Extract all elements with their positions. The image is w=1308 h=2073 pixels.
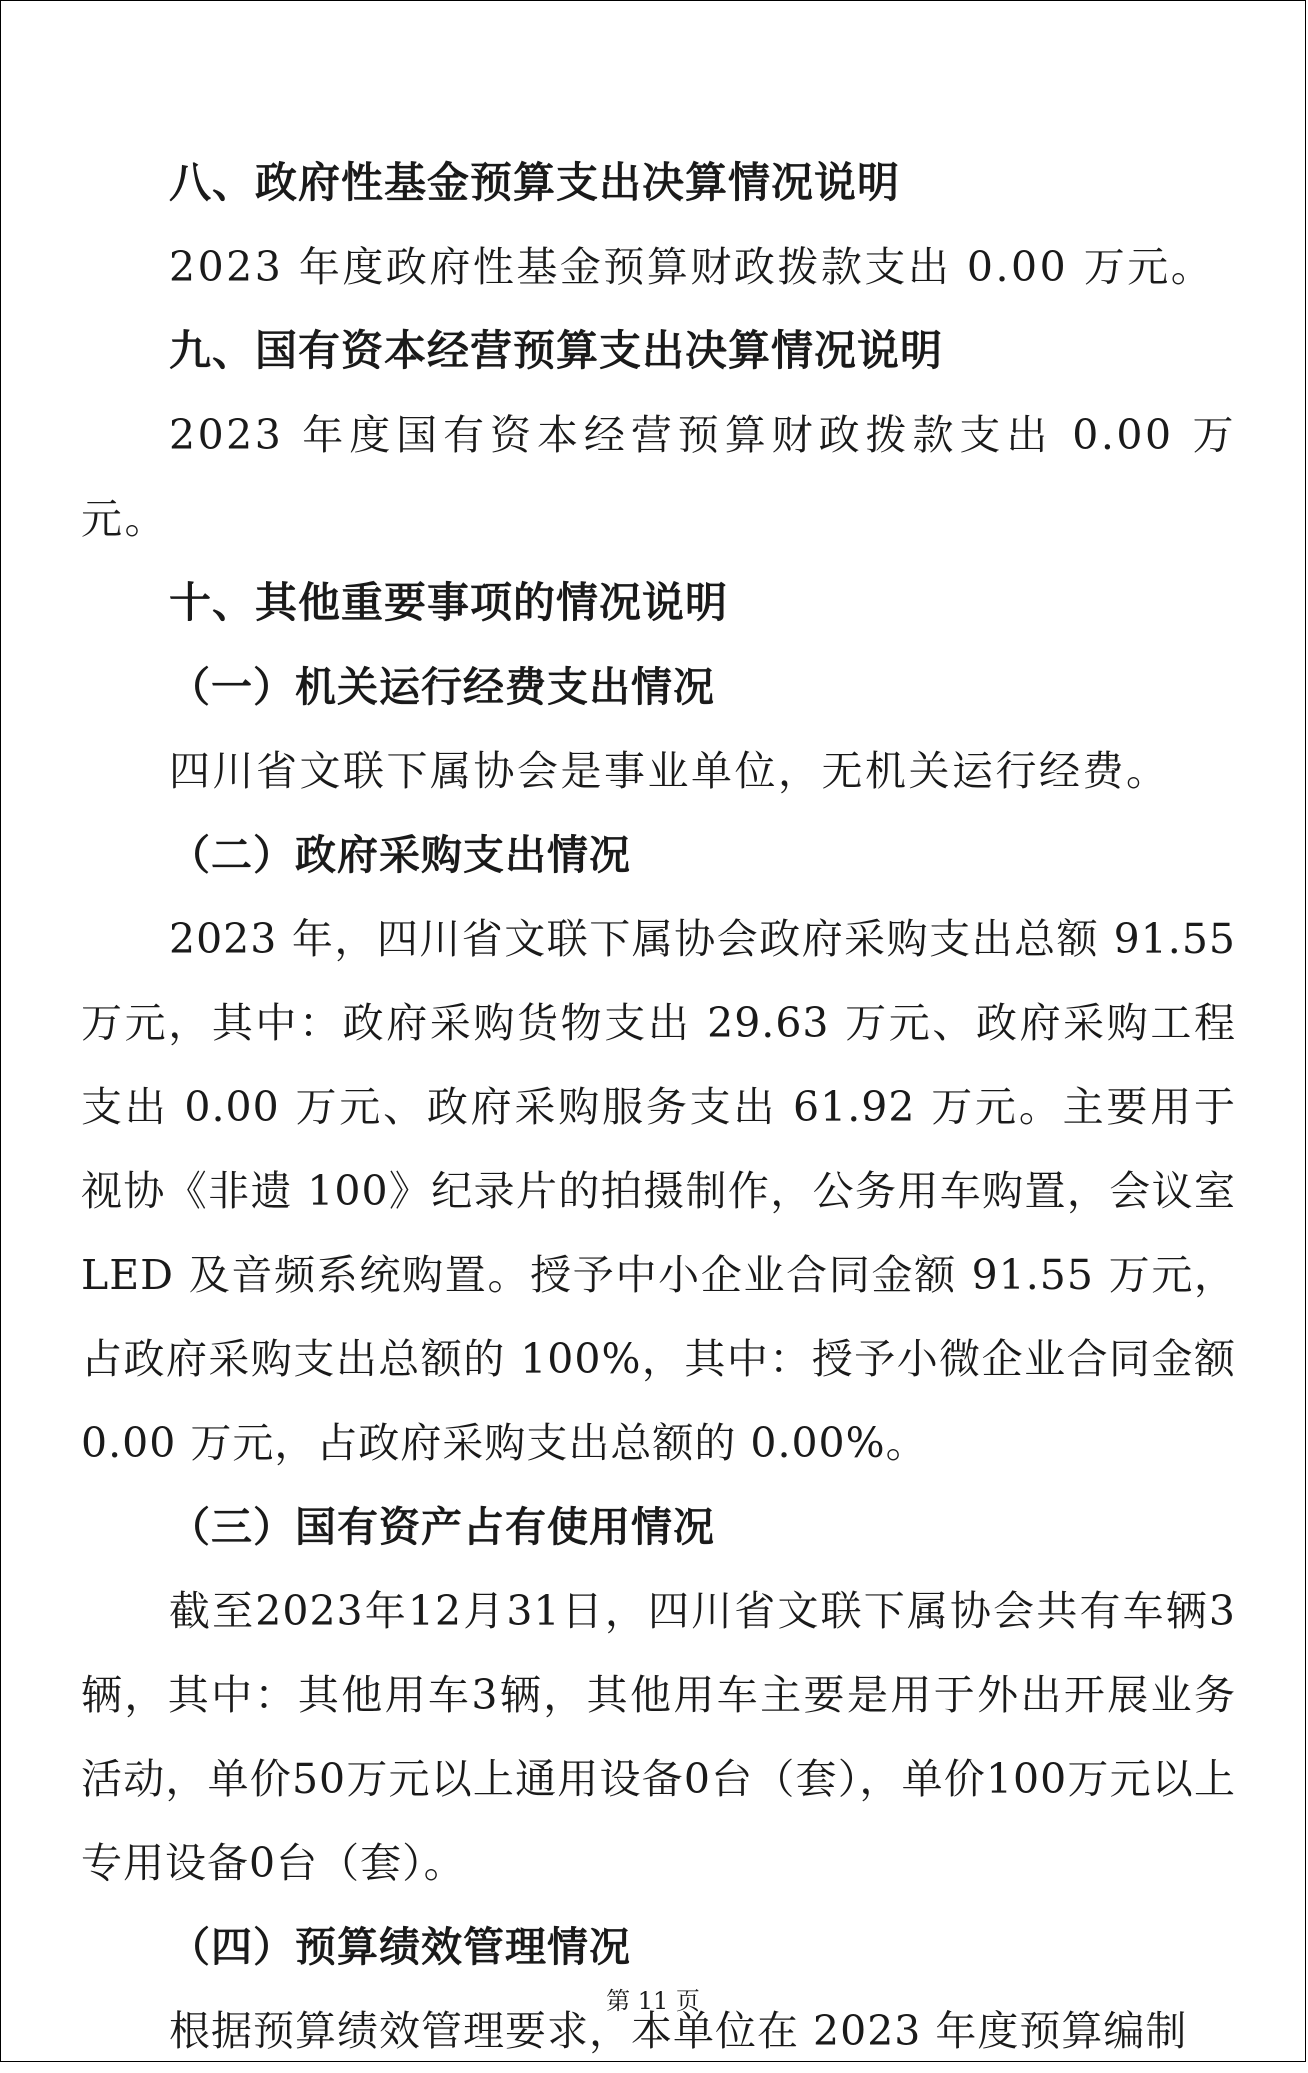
subsection-4-paragraph: 根据预算绩效管理要求，本单位在 2023 年度预算编制 xyxy=(169,2007,1188,2055)
subsection-1-paragraph: 四川省文联下属协会是事业单位，无机关运行经费。 xyxy=(169,747,1170,795)
subsection-2-heading: （二）政府采购支出情况 xyxy=(169,831,631,879)
section-8-paragraph: 2023 年度政府性基金预算财政拨款支出 0.00 万元。 xyxy=(169,243,1215,291)
document-body xyxy=(81,141,1236,2073)
section-9-paragraph: 2023 年度国有资本经营预算财政拨款支出 0.00 万元。 xyxy=(81,411,1236,543)
subsection-2-paragraph: 2023 年，四川省文联下属协会政府采购支出总额 91.55 万元，其中：政府采购货物支出 29.63 万元、政府采购工程支出 0.00 万元、政府采购服务支出 61.92 万元。主要用于视协《非遗 100》纪录片的拍摄制作，公务用车购置，会议室 LED 及音频系统购置。授予中小企业合同金额 91.55 万元，占政府采购支出总额的 100%，其中：授予小微企业合同金额 0.00 万元，占政府采购支出总额的 0.00%。 xyxy=(81,915,1236,1467)
subsection-1-heading: （一）机关运行经费支出情况 xyxy=(169,663,715,711)
subsection-4-heading: （四）预算绩效管理情况 xyxy=(169,1923,631,1971)
subsection-3-heading: （三）国有资产占有使用情况 xyxy=(169,1503,715,1551)
page-number: 第 11 页 xyxy=(606,1987,700,2015)
section-10-heading: 十、其他重要事项的情况说明 xyxy=(169,578,729,627)
subsection-3-paragraph: 截至2023年12月31日，四川省文联下属协会共有车辆3辆，其中：其他用车3辆，其他用车主要是用于外出开展业务活动，单价50万元以上通用设备0台（套），单价100万元以上专用设备0台（套）。 xyxy=(81,1587,1236,1887)
section-9-heading: 九、国有资本经营预算支出决算情况说明 xyxy=(169,326,944,375)
section-8-heading: 八、政府性基金预算支出决算情况说明 xyxy=(169,158,901,207)
